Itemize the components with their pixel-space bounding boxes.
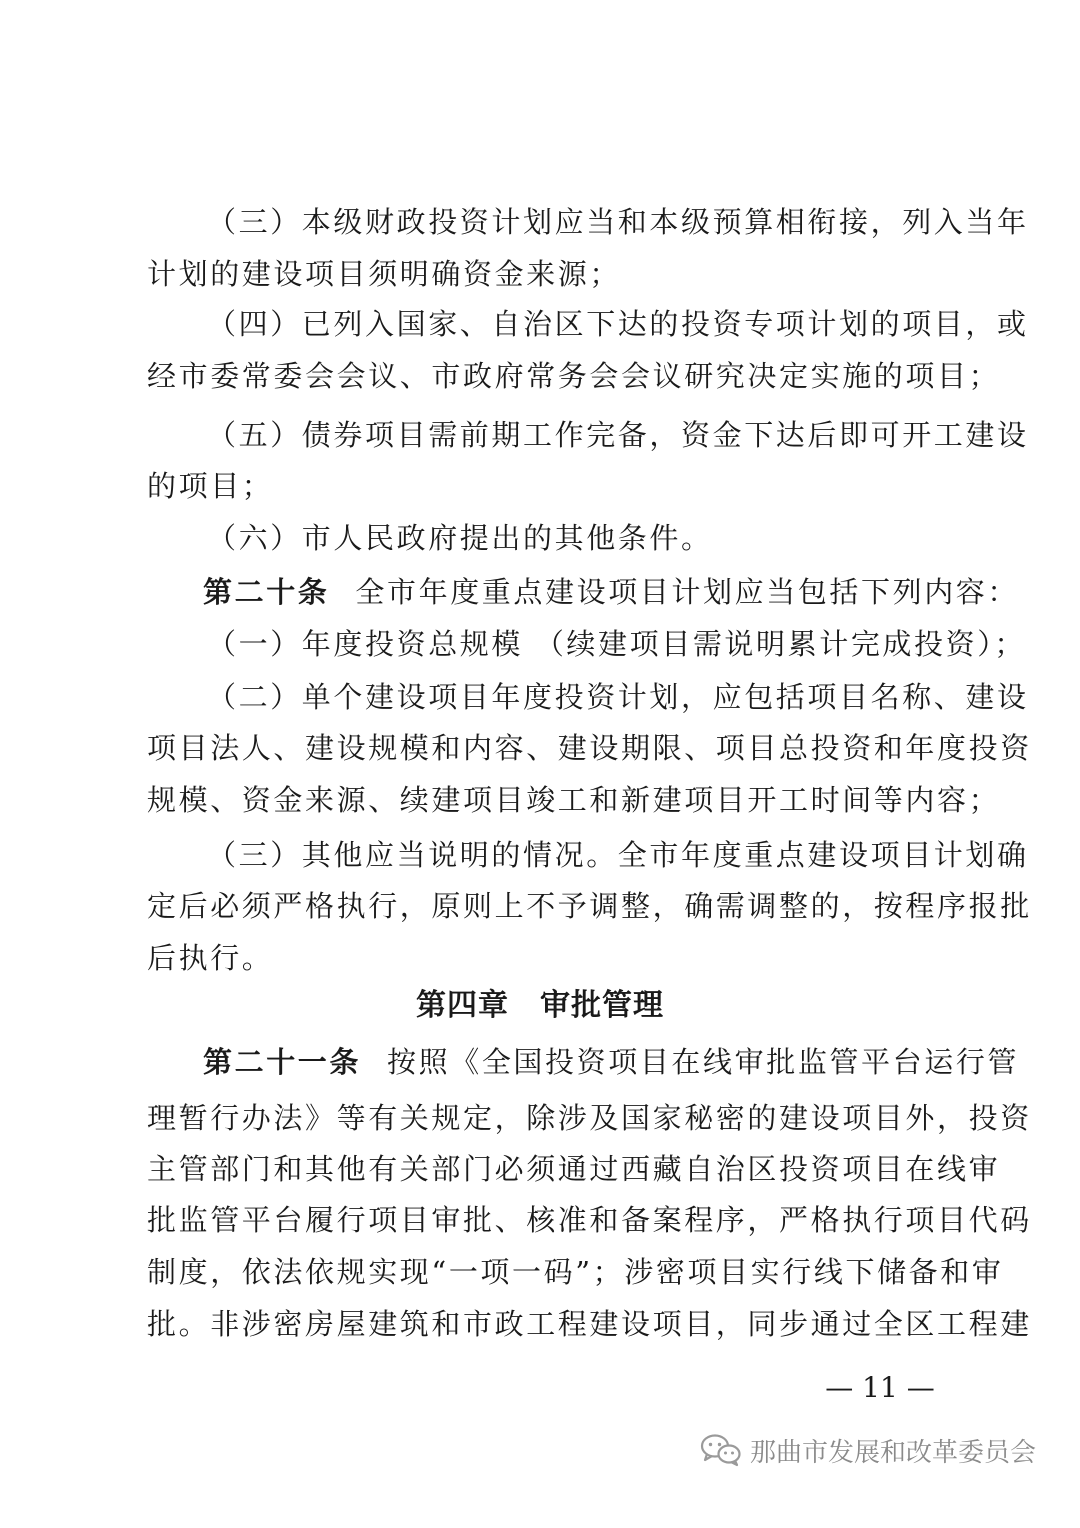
text-line: 后执行。 — [147, 941, 274, 975]
text-line: 计划的建设项目须明确资金来源； — [147, 257, 622, 291]
article-label: 第二十一条 — [203, 1045, 362, 1079]
watermark — [700, 1430, 1060, 1470]
text-line: （三）本级财政投资计划应当和本级预算相衔接，列入当年 — [207, 205, 1029, 239]
text-line: （五）债券项目需前期工作完备，资金下达后即可开工建设 — [207, 418, 1029, 452]
chapter-title: 第四章 审批管理 — [416, 988, 664, 1023]
text-line: 理暂行办法》等有关规定，除涉及国家秘密的建设项目外，投资 — [147, 1101, 1032, 1135]
text-line: 批。非涉密房屋建筑和市政工程建设项目，同步通过全区工程建 — [147, 1307, 1032, 1341]
text-line: （四）已列入国家、自治区下达的投资专项计划的项目，或 — [207, 307, 1029, 341]
text-line: （一）年度投资总规模 （续建项目需说明累计完成投资）； — [207, 627, 1026, 661]
text-line: 定后必须严格执行，原则上不予调整，确需调整的，按程序报批 — [147, 889, 1032, 923]
wechat-icon — [700, 1433, 742, 1467]
article-label: 第二十条 — [203, 575, 330, 609]
text-line: 规模、资金来源、续建项目竣工和新建项目开工时间等内容； — [147, 783, 1001, 817]
text-line: 制度，依法依规实现“一项一码”；涉密项目实行线下储备和审 — [147, 1255, 1004, 1289]
article-21-line: 第二十一条 按照《全国投资项目在线审批监管平台运行管 — [203, 1045, 1020, 1079]
text-line: （三）其他应当说明的情况。全市年度重点建设项目计划确 — [207, 838, 1029, 872]
text-line: （六）市人民政府提出的其他条件。 — [207, 521, 713, 555]
page-number: — 11 — — [825, 1371, 935, 1404]
text-line: 批监管平台履行项目审批、核准和备案程序，严格执行项目代码 — [147, 1203, 1032, 1237]
text-line: （二）单个建设项目年度投资计划，应包括项目名称、建设 — [207, 680, 1029, 714]
text-line: 主管部门和其他有关部门必须通过西藏自治区投资项目在线审 — [147, 1152, 1001, 1186]
text-line: 经市委常委会会议、市政府常务会会议研究决定实施的项目； — [147, 359, 1001, 393]
article-20-line: 第二十条 全市年度重点建设项目计划应当包括下列内容： — [203, 575, 1020, 609]
text-line: 的项目； — [147, 469, 274, 503]
text-line: 项目法人、建设规模和内容、建设期限、项目总投资和年度投资 — [147, 731, 1032, 765]
watermark-text: 那曲市发展和改革委员会 — [750, 1437, 1037, 1468]
